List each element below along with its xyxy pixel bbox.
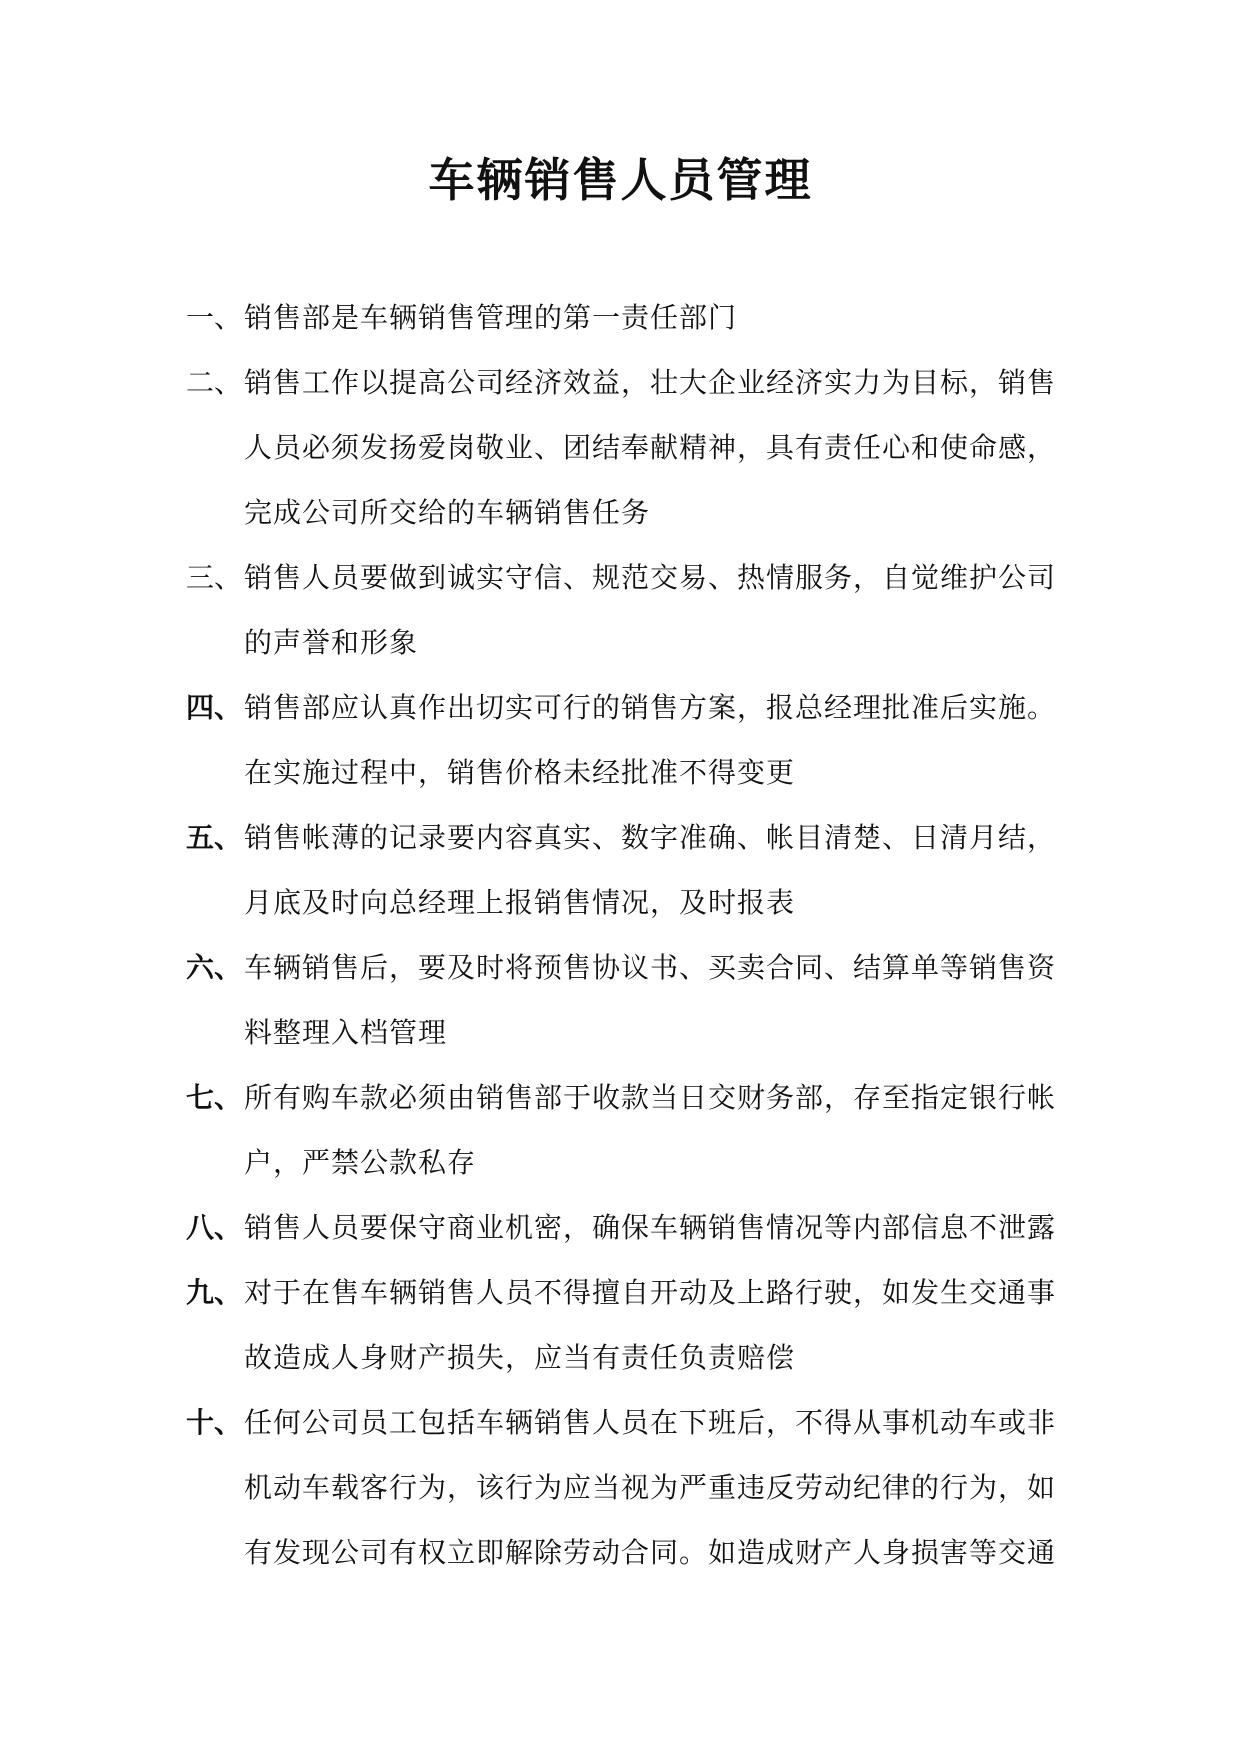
rule-number: 三、: [186, 561, 243, 594]
rule-text: [244, 935, 1056, 1065]
rule-text-line: 销售人员要保守商业机密，确保车辆销售情况等内部信息不泄露: [244, 1211, 1057, 1244]
rule-item: [186, 935, 1056, 1065]
rule-number: 七、: [186, 1081, 243, 1114]
rule-text: [244, 1065, 1056, 1195]
rule-text: [244, 545, 1056, 675]
rule-text-line: 完成公司所交给的车辆销售任务: [244, 496, 651, 529]
rule-item: [186, 1260, 1056, 1390]
rule-item: [186, 1195, 1056, 1260]
rule-item: [186, 805, 1056, 935]
rule-text: [244, 285, 1056, 350]
rule-number: 四、: [186, 691, 243, 724]
rule-text-line: 销售人员要做到诚实守信、规范交易、热情服务，自觉维护公司: [244, 561, 1057, 594]
rule-item: [186, 350, 1056, 545]
rule-text: [244, 1390, 1056, 1585]
rule-text-line: 机动车载客行为，该行为应当视为严重违反劳动纪律的行为，如: [244, 1471, 1057, 1504]
rule-text: [244, 805, 1056, 935]
rule-item: [186, 1065, 1056, 1195]
rule-text-line: 销售帐薄的记录要内容真实、数字准确、帐目清楚、日清月结，: [244, 821, 1057, 854]
rule-text-line: 任何公司员工包括车辆销售人员在下班后，不得从事机动车或非: [244, 1406, 1057, 1439]
rule-item: [186, 545, 1056, 675]
rule-text-line: 所有购车款必须由销售部于收款当日交财务部，存至指定银行帐: [244, 1081, 1057, 1114]
rule-text-line: 车辆销售后，要及时将预售协议书、买卖合同、结算单等销售资: [244, 951, 1057, 984]
rule-number: 一、: [186, 301, 243, 334]
rule-text: [244, 1195, 1056, 1260]
rule-number: 九、: [186, 1276, 243, 1309]
rule-text-line: 对于在售车辆销售人员不得擅自开动及上路行驶，如发生交通事: [244, 1276, 1057, 1309]
rule-text-line: 的声誉和形象: [244, 626, 419, 659]
document-title: 车辆销售人员管理: [428, 153, 813, 207]
rule-item: [186, 285, 1056, 350]
rule-text-line: 有发现公司有权立即解除劳动合同。如造成财产人身损害等交通: [244, 1536, 1057, 1569]
rule-number: 五、: [186, 821, 243, 854]
rule-number: 六、: [186, 951, 243, 984]
rule-text-line: 户，严禁公款私存: [244, 1146, 477, 1179]
rule-text-line: 料整理入档管理: [244, 1016, 448, 1049]
rule-text-line: 人员必须发扬爱岗敬业、团结奉献精神，具有责任心和使命感，: [244, 431, 1057, 464]
rule-number: 八、: [186, 1211, 243, 1244]
rule-text-line: 销售部应认真作出切实可行的销售方案，报总经理批准后实施。: [244, 691, 1057, 724]
rule-item: [186, 1390, 1056, 1585]
rule-text-line: 月底及时向总经理上报销售情况，及时报表: [244, 886, 796, 919]
rule-text: [244, 675, 1056, 805]
rule-list: [186, 285, 1056, 1585]
rule-text: [244, 1260, 1056, 1390]
rule-text-line: 在实施过程中，销售价格未经批准不得变更: [244, 756, 796, 789]
rule-item: [186, 675, 1056, 805]
rule-number: 十、: [186, 1406, 243, 1439]
rule-text-line: 故造成人身财产损失，应当有责任负责赔偿: [244, 1341, 796, 1374]
rule-number: 二、: [186, 366, 243, 399]
rule-text-line: 销售部是车辆销售管理的第一责任部门: [244, 301, 738, 334]
rule-text-line: 销售工作以提高公司经济效益，壮大企业经济实力为目标，销售: [244, 366, 1057, 399]
rule-text: [244, 350, 1056, 545]
